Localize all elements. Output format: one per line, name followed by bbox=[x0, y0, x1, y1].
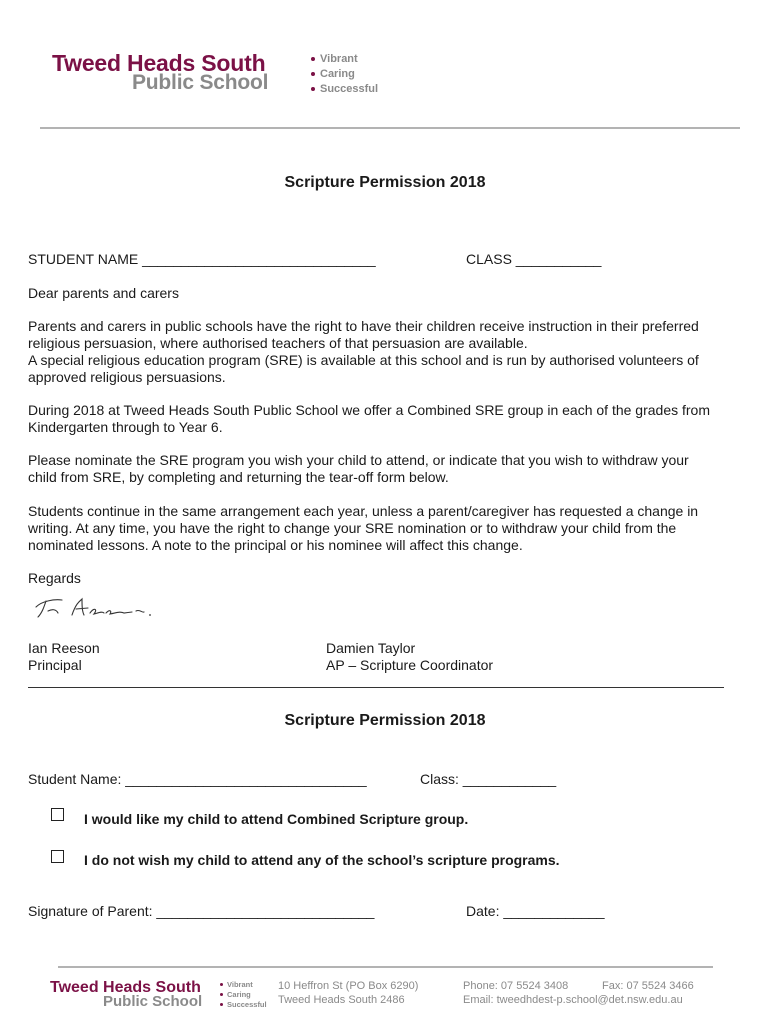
tagline-item: Caring bbox=[311, 67, 378, 82]
salutation: Dear parents and carers bbox=[28, 285, 179, 301]
bullet-icon bbox=[311, 87, 315, 91]
bullet-icon bbox=[311, 57, 315, 61]
student-name-field: Student Name: _______________________________ bbox=[28, 771, 367, 787]
footer-logo-name: Tweed Heads South bbox=[50, 979, 201, 996]
tagline-item: Vibrant bbox=[311, 52, 378, 67]
tearoff-title: Scripture Permission 2018 bbox=[284, 712, 486, 729]
tagline-item: Caring bbox=[220, 990, 267, 1000]
attend-checkbox[interactable] bbox=[51, 808, 64, 821]
footer-logo-subname: Public School bbox=[103, 993, 203, 1010]
signatory-title: AP – Scripture Coordinator bbox=[326, 657, 494, 673]
letter-title: Scripture Permission 2018 bbox=[284, 174, 486, 191]
class-field: CLASS ___________ bbox=[466, 251, 602, 267]
footer-divider bbox=[58, 966, 713, 968]
header-divider bbox=[40, 127, 740, 129]
attend-option-label: I would like my child to attend Combined Scripture group. bbox=[84, 811, 469, 827]
bullet-icon bbox=[220, 983, 223, 986]
date-field: Date: _____________ bbox=[466, 903, 605, 919]
letter-paragraph: Please nominate the SRE program you wish your child to attend, or indicate that you wish to withdraw your child from SRE, by completing and returning the tear-off form below. bbox=[28, 452, 689, 485]
school-tagline bbox=[311, 52, 378, 97]
student-name-field: STUDENT NAME ______________________________ bbox=[28, 251, 376, 267]
bullet-icon bbox=[311, 72, 315, 76]
tagline-item: Successful bbox=[311, 82, 378, 97]
signatory-title: Principal bbox=[28, 657, 82, 673]
footer-fax: Fax: 07 5524 3466 bbox=[602, 980, 694, 992]
footer-phone: Phone: 07 5524 3408 bbox=[463, 980, 569, 992]
letter-paragraph: During 2018 at Tweed Heads South Public School we offer a Combined SRE group in each of the grades from Kindergarten through to Year 6. bbox=[28, 402, 711, 435]
footer-tagline bbox=[220, 980, 267, 1010]
signatory-name: Damien Taylor bbox=[326, 640, 416, 656]
principal-signature-icon bbox=[32, 595, 157, 623]
tear-off-line bbox=[28, 687, 724, 688]
footer-address-line: 10 Heffron St (PO Box 6290) bbox=[278, 980, 419, 992]
closing: Regards bbox=[28, 570, 81, 586]
withdraw-checkbox[interactable] bbox=[51, 850, 64, 863]
withdraw-option-label: I do not wish my child to attend any of the school’s scripture programs. bbox=[84, 852, 560, 868]
tagline-item: Vibrant bbox=[220, 980, 267, 990]
letter-paragraph: Students continue in the same arrangement each year, unless a parent/caregiver has requested a change in writing. At any time, you have the right to change your SRE nomination or to withdraw your child from the nominated lessons. A note to the principal or his nominee will affect this change. bbox=[28, 503, 699, 553]
bullet-icon bbox=[220, 993, 223, 996]
footer-email: Email: tweedhdest-p.school@det.nsw.edu.au bbox=[463, 994, 683, 1006]
class-field: Class: ____________ bbox=[420, 771, 557, 787]
tagline-item: Successful bbox=[220, 1000, 267, 1010]
footer-address-line: Tweed Heads South 2486 bbox=[278, 994, 405, 1006]
letter-paragraph: Parents and carers in public schools have the right to have their children receive instruction in their preferred religious persuasion, where authorised teachers of that persuasion are available. A special religious education program (SRE) is available at this school and is run by authorised volunteers of approved religious persuasions. bbox=[28, 318, 699, 385]
parent-signature-field: Signature of Parent: ____________________________ bbox=[28, 903, 375, 919]
bullet-icon bbox=[220, 1003, 223, 1006]
school-logo-subname: Public School bbox=[132, 71, 269, 94]
school-logo-name: Tweed Heads South bbox=[52, 50, 266, 76]
signatory-name: Ian Reeson bbox=[28, 640, 100, 656]
